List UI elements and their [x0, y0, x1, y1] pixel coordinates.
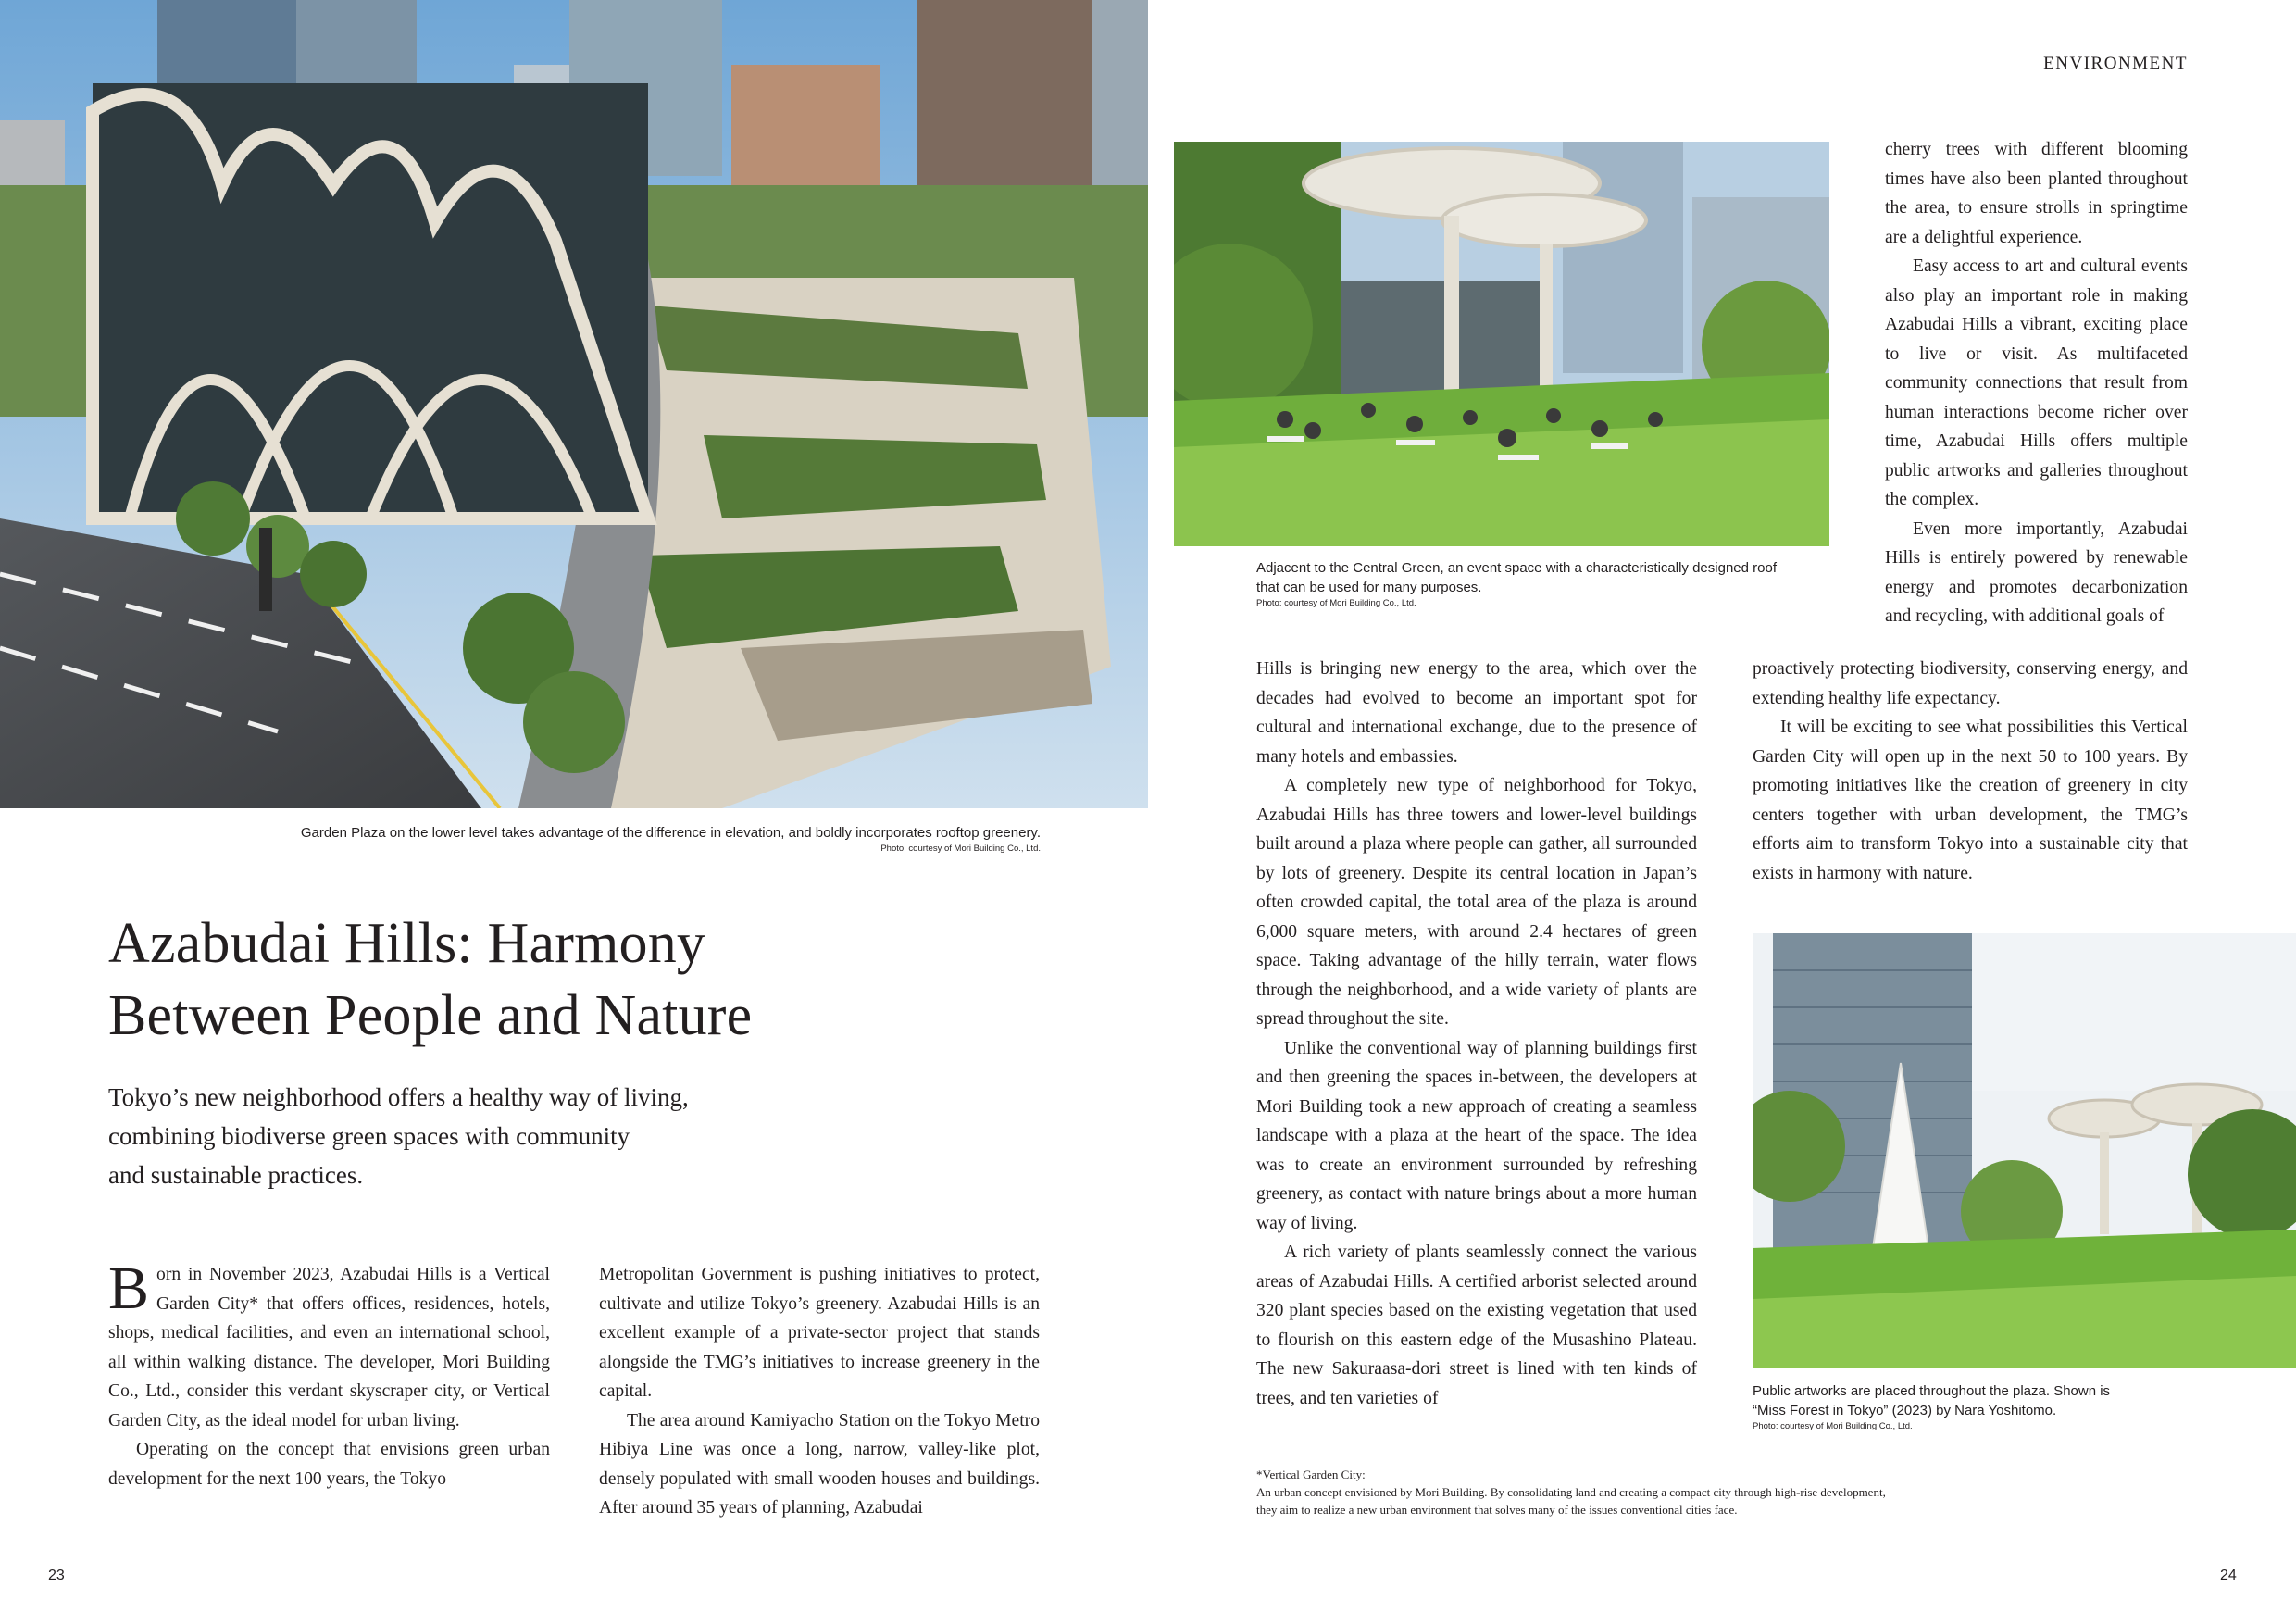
- body-paragraph: Metropolitan Government is pushing initiatives to protect, cultivate and utilize Tokyo’s greenery. Azabudai Hills is an excellent example of a private-sector project that stands alongside the TMG’s initiatives to increase greenery in the capital.: [599, 1265, 1040, 1401]
- artwork-caption: [1753, 1381, 2271, 1432]
- artwork-photo: [1753, 933, 2296, 1368]
- body-paragraph: A completely new type of neighborhood for Tokyo, Azabudai Hills has three towers and lower-level buildings built around a plaza where people can gather, all surrounded by lots of greenery. Despite its central location in Japan’s often crowded capital, the total area of the plaza is around 6,000 square meters, with around 2.4 hectares of green space. Taking advantage of the hilly terrain, water flows through the neighborhood, and a wide variety of plants are spread throughout the site.: [1256, 776, 1697, 1029]
- body-paragraph: Even more importantly, Azabudai Hills is entirely powered by renewable energy and promotes decarbonization and recycling, with additional goals of: [1885, 518, 2188, 626]
- body-paragraph: cherry trees with different blooming times have also been planted throughout the area, to ensure strolls in springtime are a delightful experience.: [1885, 140, 2188, 247]
- body-column-4: [1885, 135, 2188, 631]
- body-paragraph: The area around Kamiyacho Station on the Tokyo Metro Hibiya Line was once a long, narrow, valley-like plot, densely populated with small wooden houses and buildings. After around 35 years of planning, Azabudai: [599, 1410, 1040, 1518]
- caption-text: Public artworks are placed throughout the plaza. Shown is: [1753, 1383, 2111, 1399]
- drop-cap: B: [108, 1255, 150, 1322]
- article-title: [108, 907, 942, 1052]
- footnote-text: they aim to realize a new urban environment that solves many of the issues conventional cities face.: [1256, 1503, 1738, 1517]
- body-paragraph: orn in November 2023, Azabudai Hills is a Vertical Garden City* that offers offices, residences, hotels, shops, medical facilities, and even an international school, all within walking distance. The developer, Mori Building Co., Ltd., consider this verdant skyscraper city, or Vertical Garden City, as the ideal model for urban living.: [108, 1265, 550, 1430]
- body-paragraph: Easy access to art and cultural events also play an important role in making Azabudai Hills a vibrant, exciting place to live or visit. As multifaceted community connections that result from human interactions become richer over time, Azabudai Hills offers multiple public artworks and galleries throughout the complex.: [1885, 256, 2188, 509]
- page-number-left: 23: [48, 1568, 65, 1583]
- event-space-photo: [1174, 142, 1829, 546]
- body-paragraph: Unlike the conventional way of planning buildings first and then greening the spaces in-between, the developers at Mori Building took a new approach of creating a seamless landscape with a plaza at the heart of the space. The idea was to create an environment surrounded by refreshing greenery, as contact with nature brings about a more human way of living.: [1256, 1038, 1697, 1233]
- garden-plaza-photo: [0, 0, 1148, 808]
- page-number-right: 24: [2220, 1568, 2237, 1583]
- body-paragraph: It will be exciting to see what possibilities this Vertical Garden City will open up in the next 50 to 100 years. By promoting initiatives like the creation of greenery in city centers together with urban development, the TMG’s efforts aim to transform Tokyo into a sustainable city that exists in harmony with nature.: [1753, 718, 2188, 883]
- event-space-caption: [1256, 558, 1849, 609]
- lead-line: Tokyo’s new neighborhood offers a healthy way of living,: [108, 1083, 689, 1111]
- caption-text: Adjacent to the Central Green, an event space with a characteristically designed roof: [1256, 560, 1777, 576]
- section-label: ENVIRONMENT: [2043, 54, 2188, 73]
- caption-text: Garden Plaza on the lower level takes advantage of the difference in elevation, and boldly incorporates rooftop greenery.: [300, 825, 1041, 841]
- photo-credit: Photo: courtesy of Mori Building Co., Ltd.: [1256, 598, 1416, 608]
- garden-plaza-caption: [291, 823, 1041, 855]
- body-paragraph: Hills is bringing new energy to the area, which over the decades had evolved to become an important spot for cultural and international exchange, due to the presence of many hotels and embassies.: [1256, 659, 1697, 767]
- lead-line: combining biodiverse green spaces with community: [108, 1122, 630, 1150]
- photo-credit: Photo: courtesy of Mori Building Co., Ltd.: [1753, 1421, 1913, 1431]
- body-column-2: [599, 1260, 1040, 1523]
- photo-credit: Photo: courtesy of Mori Building Co., Ltd.: [880, 843, 1041, 854]
- footnote-text: An urban concept envisioned by Mori Building. By consolidating land and creating a compact city through high-rise development,: [1256, 1485, 1886, 1499]
- caption-text: “Miss Forest in Tokyo” (2023) by Nara Yoshitomo.: [1753, 1403, 2057, 1418]
- footnote: [1256, 1466, 2145, 1518]
- title-line: Between People and Nature: [108, 984, 753, 1047]
- body-column-1: [108, 1255, 550, 1493]
- body-column-4-continued: [1753, 655, 2188, 888]
- title-line: Azabudai Hills: Harmony: [108, 912, 706, 975]
- lead-line: and sustainable practices.: [108, 1161, 364, 1189]
- body-paragraph: A rich variety of plants seamlessly connect the various areas of Azabudai Hills. A certified arborist selected around 320 plant species based on the existing vegetation that used to flourish on this eastern edge of the Musashino Plateau. The new Sakuraasa-dori street is lined with ten kinds of trees, and ten varieties of: [1256, 1243, 1697, 1408]
- body-paragraph: proactively protecting biodiversity, conserving energy, and extending healthy life expectancy.: [1753, 659, 2188, 708]
- body-column-3: [1256, 655, 1697, 1413]
- caption-text: that can be used for many purposes.: [1256, 580, 1482, 595]
- body-paragraph: Operating on the concept that envisions green urban development for the next 100 years, the Tokyo: [108, 1440, 550, 1489]
- footnote-title: *Vertical Garden City:: [1256, 1468, 1366, 1481]
- article-lead: [108, 1078, 849, 1194]
